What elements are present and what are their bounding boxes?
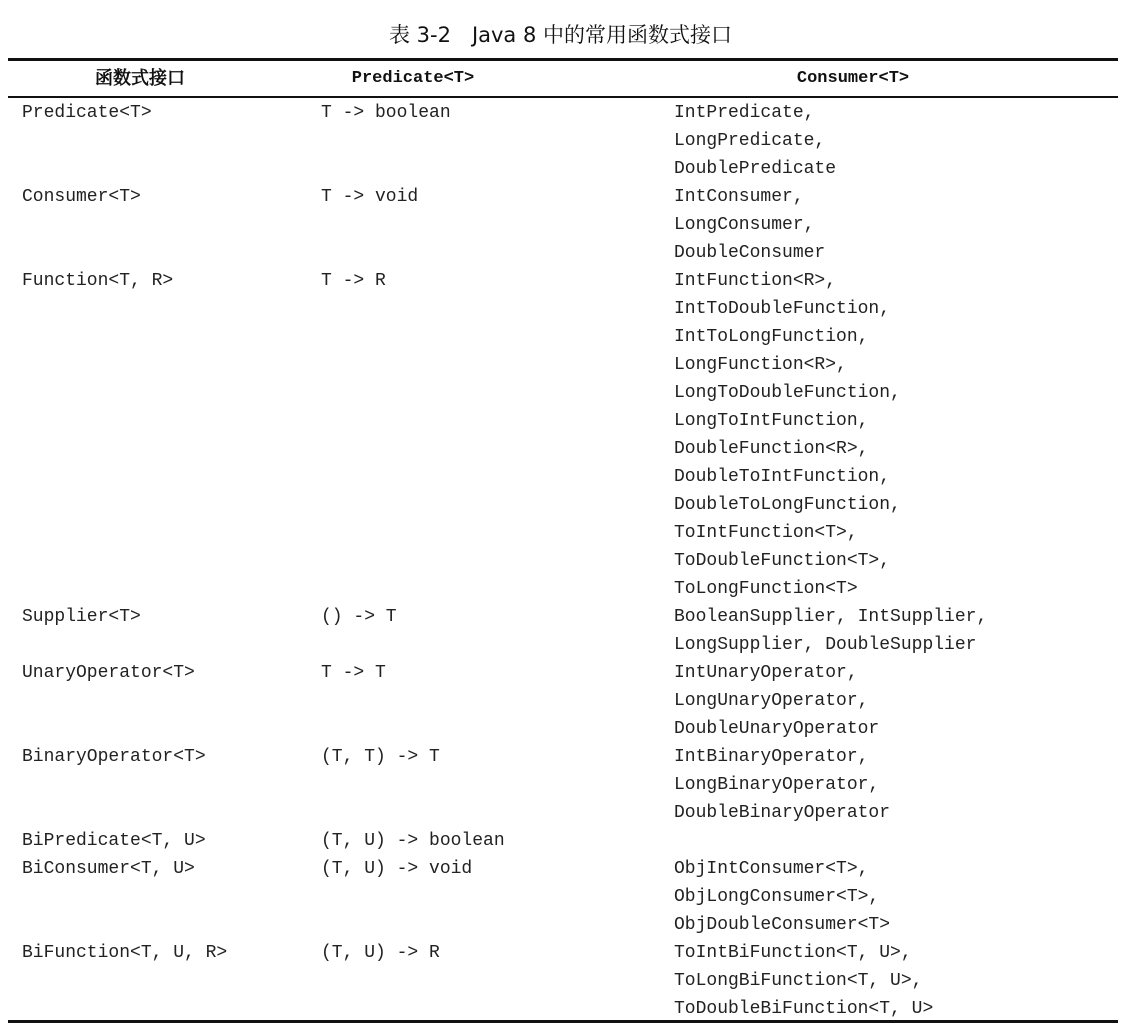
header-primitive-specializations: Consumer<T> bbox=[796, 69, 910, 88]
interface-name: BiConsumer<T, U> bbox=[22, 859, 195, 879]
table-body bbox=[0, 99, 1121, 1023]
specialization-item: DoubleToLongFunction, bbox=[674, 495, 901, 515]
specialization-item: DoubleToIntFunction, bbox=[674, 467, 891, 487]
header-functional-interface: 函数式接口 bbox=[95, 68, 185, 89]
table-row bbox=[0, 603, 1121, 659]
primitive-specializations bbox=[674, 183, 825, 267]
table-row bbox=[0, 267, 1121, 603]
primitive-specializations bbox=[674, 855, 890, 939]
specialization-item: LongFunction<R>, bbox=[674, 355, 847, 375]
interface-name: BinaryOperator<T> bbox=[22, 747, 206, 767]
header-function-descriptor: Predicate<T> bbox=[351, 69, 475, 88]
specialization-item: LongBinaryOperator, bbox=[674, 775, 880, 795]
specialization-item: LongToDoubleFunction, bbox=[674, 383, 901, 403]
specialization-item: ObjDoubleConsumer<T> bbox=[674, 915, 891, 935]
specialization-item: ToIntBiFunction<T, U>, bbox=[674, 943, 912, 963]
specialization-item: IntUnaryOperator, bbox=[674, 663, 858, 683]
table-header bbox=[8, 61, 1118, 96]
primitive-specializations bbox=[674, 603, 987, 659]
table-header-rule bbox=[8, 96, 1118, 98]
specialization-item: LongToIntFunction, bbox=[674, 411, 869, 431]
specialization-item: ToLongFunction<T> bbox=[674, 579, 858, 599]
primitive-specializations bbox=[674, 267, 901, 603]
function-descriptor: (T, U) -> void bbox=[321, 859, 473, 879]
table-row bbox=[0, 659, 1121, 743]
specialization-item: BooleanSupplier, IntSupplier, bbox=[674, 607, 988, 627]
interface-name: Consumer<T> bbox=[22, 187, 141, 207]
specialization-item: LongSupplier, DoubleSupplier bbox=[674, 635, 977, 655]
primitive-specializations bbox=[674, 743, 890, 827]
specialization-item: IntConsumer, bbox=[674, 187, 804, 207]
function-descriptor: T -> void bbox=[321, 187, 419, 207]
table-row bbox=[0, 183, 1121, 267]
specialization-item: IntFunction<R>, bbox=[674, 271, 837, 291]
function-descriptor: (T, T) -> T bbox=[321, 747, 440, 767]
specialization-item: IntToDoubleFunction, bbox=[674, 299, 891, 319]
function-descriptor: T -> R bbox=[321, 271, 386, 291]
table-row bbox=[0, 99, 1121, 183]
specialization-item: ObjIntConsumer<T>, bbox=[674, 859, 869, 879]
specialization-item: ToDoubleFunction<T>, bbox=[674, 551, 891, 571]
table-row bbox=[0, 743, 1121, 827]
function-descriptor: () -> T bbox=[321, 607, 397, 627]
specialization-item: LongPredicate, bbox=[674, 131, 826, 151]
interface-name: BiFunction<T, U, R> bbox=[22, 943, 228, 963]
interface-name: Predicate<T> bbox=[22, 103, 152, 123]
specialization-item: DoubleUnaryOperator bbox=[674, 719, 880, 739]
table-row bbox=[0, 855, 1121, 939]
function-descriptor: (T, U) -> boolean bbox=[321, 831, 505, 851]
table-row bbox=[0, 939, 1121, 1023]
specialization-item: DoublePredicate bbox=[674, 159, 837, 179]
function-descriptor: T -> boolean bbox=[321, 103, 451, 123]
specialization-item: IntPredicate, bbox=[674, 103, 815, 123]
specialization-item: IntBinaryOperator, bbox=[674, 747, 869, 767]
interface-name: Function<T, R> bbox=[22, 271, 174, 291]
function-descriptor: (T, U) -> R bbox=[321, 943, 440, 963]
specialization-item: ToLongBiFunction<T, U>, bbox=[674, 971, 923, 991]
interface-name: BiPredicate<T, U> bbox=[22, 831, 206, 851]
specialization-item: LongConsumer, bbox=[674, 215, 815, 235]
table-bottom-rule bbox=[8, 1020, 1118, 1023]
specialization-item: DoubleFunction<R>, bbox=[674, 439, 869, 459]
specialization-item: ToDoubleBiFunction<T, U> bbox=[674, 999, 934, 1019]
specialization-item: DoubleBinaryOperator bbox=[674, 803, 891, 823]
specialization-item: DoubleConsumer bbox=[674, 243, 826, 263]
function-descriptor: T -> T bbox=[321, 663, 386, 683]
primitive-specializations bbox=[674, 939, 933, 1023]
specialization-item: IntToLongFunction, bbox=[674, 327, 869, 347]
specialization-item: ObjLongConsumer<T>, bbox=[674, 887, 880, 907]
primitive-specializations bbox=[674, 659, 879, 743]
interface-name: Supplier<T> bbox=[22, 607, 141, 627]
interface-name: UnaryOperator<T> bbox=[22, 663, 195, 683]
specialization-item: LongUnaryOperator, bbox=[674, 691, 869, 711]
primitive-specializations bbox=[674, 99, 836, 183]
table-row bbox=[0, 827, 1121, 855]
specialization-item: ToIntFunction<T>, bbox=[674, 523, 858, 543]
table-caption: 表 3-2 Java 8 中的常用函数式接口 bbox=[388, 23, 733, 47]
